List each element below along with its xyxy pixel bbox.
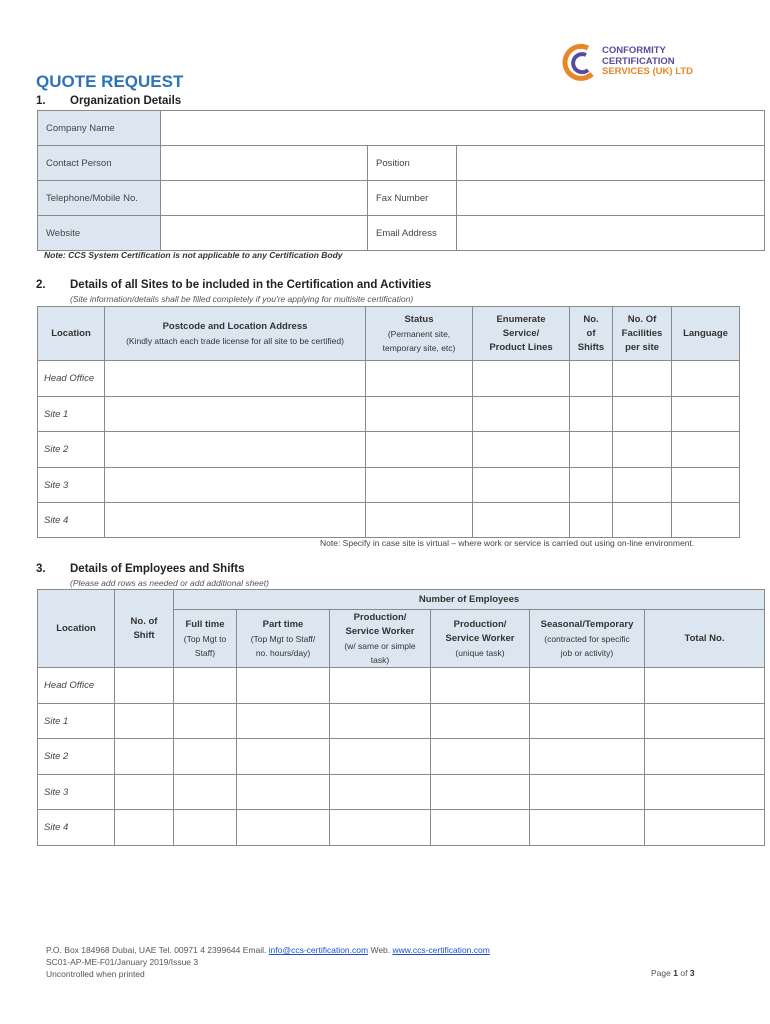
sites-cell[interactable]: [366, 361, 473, 397]
emp-cell[interactable]: [431, 704, 530, 739]
emp-header-part-time: [237, 610, 330, 668]
sites-cell[interactable]: [613, 432, 672, 468]
table-row: [38, 432, 740, 468]
section-2-subtitle: (Site information/details shall be filled completely if you're applying for multisite certification): [70, 294, 414, 304]
table-row: [38, 810, 765, 846]
logo-line-3: SERVICES (UK) LTD: [602, 66, 693, 77]
section-3-number: 3.: [36, 563, 46, 575]
sites-cell[interactable]: [613, 397, 672, 432]
section-2-heading: [36, 279, 431, 291]
sites-cell[interactable]: [366, 503, 473, 538]
sites-header-shifts-3: Shifts: [577, 341, 605, 353]
sites-header-shifts-2: of: [586, 327, 596, 339]
sites-cell[interactable]: [366, 397, 473, 432]
sites-cell[interactable]: [105, 503, 366, 538]
page-of: of: [680, 968, 688, 978]
sites-header-postcode: [105, 307, 366, 361]
emp-cell[interactable]: [330, 810, 431, 846]
sites-cell[interactable]: [473, 468, 570, 503]
emp-row-label: Head Office: [38, 668, 115, 704]
emp-header-prod2-2: Service Worker: [445, 632, 515, 644]
sites-header-status-sub2: temporary site, etc): [382, 342, 456, 353]
emp-header-full-time: [174, 610, 237, 668]
sites-header-status: [366, 307, 473, 361]
sites-header-location: Location: [38, 307, 105, 361]
sites-cell[interactable]: [613, 361, 672, 397]
emp-row-label: Site 2: [38, 739, 115, 775]
sites-cell[interactable]: [570, 432, 613, 468]
emp-header-prod1-1: Production/: [353, 611, 407, 623]
emp-cell[interactable]: [174, 704, 237, 739]
contact-person-label: Contact Person: [38, 146, 161, 181]
sites-header-fac-1: No. Of: [627, 313, 657, 325]
emp-header-part-1: Part time: [262, 618, 304, 630]
page-label: Page: [651, 968, 671, 978]
emp-row-label: Site 1: [38, 704, 115, 739]
emp-header-prod-unique: [431, 610, 530, 668]
sites-table: [37, 306, 740, 538]
fax-field[interactable]: [457, 181, 765, 216]
sites-cell[interactable]: [105, 361, 366, 397]
sites-header-postcode-title: Postcode and Location Address: [162, 320, 308, 332]
emp-cell[interactable]: [530, 810, 645, 846]
emp-cell[interactable]: [431, 739, 530, 775]
sites-cell[interactable]: [473, 503, 570, 538]
emp-cell[interactable]: [115, 739, 174, 775]
sites-row-label: Head Office: [38, 361, 105, 397]
emp-cell[interactable]: [237, 739, 330, 775]
footer-address: P.O. Box 184968 Dubai, UAE Tel. 00971 4 2399644 Email.: [46, 945, 267, 955]
sites-header-facilities: [613, 307, 672, 361]
footer-web-link[interactable]: www.ccs-certification.com: [392, 945, 490, 955]
sites-cell[interactable]: [570, 361, 613, 397]
sites-cell[interactable]: [672, 503, 740, 538]
emp-cell[interactable]: [330, 668, 431, 704]
emp-header-number-of-employees: Number of Employees: [174, 590, 765, 610]
sites-cell[interactable]: [105, 468, 366, 503]
position-label: Position: [368, 146, 457, 181]
emp-header-full-3: Staff): [194, 647, 216, 658]
emp-header-full-2: (Top Mgt to: [183, 633, 227, 644]
sites-header-postcode-sub: (Kindly attach each trade license for all site to be certified): [126, 335, 344, 346]
footer-doc-code: SC01-AP-ME-F01/January 2019/Issue 3: [46, 957, 199, 967]
website-label: Website: [38, 216, 161, 251]
emp-header-prod1-4: task): [370, 654, 390, 665]
emp-header-shift-2: Shift: [133, 629, 155, 641]
sites-header-status-sub1: (Permanent site,: [387, 328, 451, 339]
contact-person-field[interactable]: [161, 146, 368, 181]
emp-header-part-3: no. hours/day): [255, 647, 311, 658]
sites-row-label: Site 2: [38, 432, 105, 468]
sites-cell[interactable]: [613, 468, 672, 503]
emp-cell[interactable]: [431, 668, 530, 704]
sites-cell[interactable]: [366, 432, 473, 468]
emp-cell[interactable]: [237, 704, 330, 739]
emp-header-full-1: Full time: [185, 618, 225, 630]
section-3-heading: [36, 563, 244, 575]
emp-header-seas-3: job or activity): [560, 647, 614, 658]
sites-cell[interactable]: [473, 361, 570, 397]
emp-header-location: Location: [38, 590, 115, 668]
emp-header-prod1-2: Service Worker: [345, 625, 415, 637]
sites-row-label: Site 4: [38, 503, 105, 538]
emp-cell[interactable]: [174, 668, 237, 704]
emp-cell[interactable]: [330, 775, 431, 810]
emp-header-shift-1: No. of: [130, 615, 158, 627]
emp-cell[interactable]: [174, 775, 237, 810]
footer-email-link[interactable]: info@ccs-certification.com: [268, 945, 369, 955]
sites-cell[interactable]: [672, 361, 740, 397]
emp-cell[interactable]: [237, 668, 330, 704]
emp-cell[interactable]: [431, 775, 530, 810]
telephone-label: Telephone/Mobile No.: [38, 181, 161, 216]
email-label: Email Address: [368, 216, 457, 251]
footer-uncontrolled: Uncontrolled when printed: [46, 969, 145, 979]
table-row: [38, 503, 740, 538]
emp-cell[interactable]: [645, 704, 765, 739]
sites-cell[interactable]: [570, 397, 613, 432]
sites-cell[interactable]: [366, 468, 473, 503]
emp-header-part-2: (Top Mgt to Staff/: [250, 633, 316, 644]
footer-web-label: Web.: [370, 945, 391, 955]
emp-cell[interactable]: [530, 668, 645, 704]
emp-cell[interactable]: [115, 704, 174, 739]
table-row: [38, 397, 740, 432]
section-2-number: 2.: [36, 279, 46, 291]
page-title: QUOTE REQUEST: [36, 72, 184, 91]
emp-header-prod1-3: (w/ same or simple: [344, 640, 416, 651]
emp-header-seasonal: [530, 610, 645, 668]
sites-header-enum-1: Enumerate: [496, 313, 546, 325]
sites-header-fac-2: Facilities: [621, 327, 663, 339]
emp-cell[interactable]: [431, 810, 530, 846]
emp-cell[interactable]: [530, 704, 645, 739]
table-row: [38, 704, 765, 739]
sites-header-shifts-1: No.: [583, 313, 599, 325]
sites-header-language: Language: [672, 307, 740, 361]
sites-header-enumerate: [473, 307, 570, 361]
fax-label: Fax Number: [368, 181, 457, 216]
sites-cell[interactable]: [105, 397, 366, 432]
footer: [46, 944, 490, 980]
emp-cell[interactable]: [115, 775, 174, 810]
table-row: [38, 468, 740, 503]
company-name-field[interactable]: [161, 111, 765, 146]
sites-row-label: Site 3: [38, 468, 105, 503]
emp-row-label: Site 3: [38, 775, 115, 810]
logo-line-1: CONFORMITY: [602, 45, 666, 56]
emp-cell[interactable]: [115, 810, 174, 846]
emp-cell[interactable]: [237, 810, 330, 846]
sites-cell[interactable]: [672, 397, 740, 432]
emp-header-seas-1: Seasonal/Temporary: [540, 618, 634, 630]
email-field[interactable]: [457, 216, 765, 251]
table-row: [38, 739, 765, 775]
table-row: [38, 668, 765, 704]
emp-cell[interactable]: [174, 739, 237, 775]
emp-header-total: Total No.: [645, 610, 765, 668]
emp-cell[interactable]: [645, 668, 765, 704]
website-field[interactable]: [161, 216, 368, 251]
emp-cell[interactable]: [330, 739, 431, 775]
logo-text: [602, 46, 693, 78]
sites-cell[interactable]: [473, 432, 570, 468]
sites-cell[interactable]: [570, 503, 613, 538]
emp-cell[interactable]: [237, 775, 330, 810]
table-row: [38, 361, 740, 397]
sites-header-shifts: [570, 307, 613, 361]
logo-swirl-icon: [558, 42, 602, 84]
emp-header-prod2-1: Production/: [453, 618, 507, 630]
emp-row-label: Site 4: [38, 810, 115, 846]
emp-cell[interactable]: [530, 739, 645, 775]
sites-row-label: Site 1: [38, 397, 105, 432]
sites-cell[interactable]: [105, 432, 366, 468]
emp-cell[interactable]: [115, 668, 174, 704]
page-number: [651, 968, 695, 978]
table-row: [38, 775, 765, 810]
emp-cell[interactable]: [645, 739, 765, 775]
footer-contact: [46, 944, 490, 956]
emp-cell[interactable]: [330, 704, 431, 739]
emp-header-prod-simple: [330, 610, 431, 668]
sites-cell[interactable]: [672, 432, 740, 468]
sites-cell[interactable]: [473, 397, 570, 432]
sites-header-enum-2: Service/: [502, 327, 540, 339]
sites-header-enum-3: Product Lines: [489, 341, 553, 353]
section-1-number: 1.: [36, 95, 46, 107]
emp-cell[interactable]: [174, 810, 237, 846]
company-name-label: Company Name: [38, 111, 161, 146]
section-1-title: Organization Details: [70, 95, 182, 107]
section-2-note: Note: Specify in case site is virtual – where work or service is carried out using on-line environment.: [320, 538, 695, 548]
emp-cell[interactable]: [530, 775, 645, 810]
logo-line-2: CERTIFICATION: [602, 55, 675, 67]
emp-header-prod2-3: (unique task): [455, 647, 505, 658]
section-3-title: Details of Employees and Shifts: [70, 563, 245, 575]
sites-cell[interactable]: [613, 503, 672, 538]
page-current: 1: [673, 968, 678, 978]
employees-table: [37, 589, 765, 846]
page-total: 3: [689, 968, 695, 978]
sites-cell[interactable]: [672, 468, 740, 503]
section-3-subtitle: (Please add rows as needed or add additional sheet): [70, 578, 269, 588]
sites-cell[interactable]: [570, 468, 613, 503]
emp-header-shift: [115, 590, 174, 668]
section-1-heading: [36, 95, 181, 107]
sites-header-fac-3: per site: [625, 341, 659, 353]
emp-cell[interactable]: [645, 775, 765, 810]
organization-details-table: [37, 110, 765, 251]
emp-header-seas-2: (contracted for specific: [544, 633, 630, 644]
emp-cell[interactable]: [645, 810, 765, 846]
sites-header-status-title: Status: [404, 313, 434, 325]
section-1-note: Note: CCS System Certification is not applicable to any Certification Body: [44, 250, 343, 260]
section-2-title: Details of all Sites to be included in the Certification and Activities: [70, 279, 432, 291]
telephone-field[interactable]: [161, 181, 368, 216]
position-field[interactable]: [457, 146, 765, 181]
